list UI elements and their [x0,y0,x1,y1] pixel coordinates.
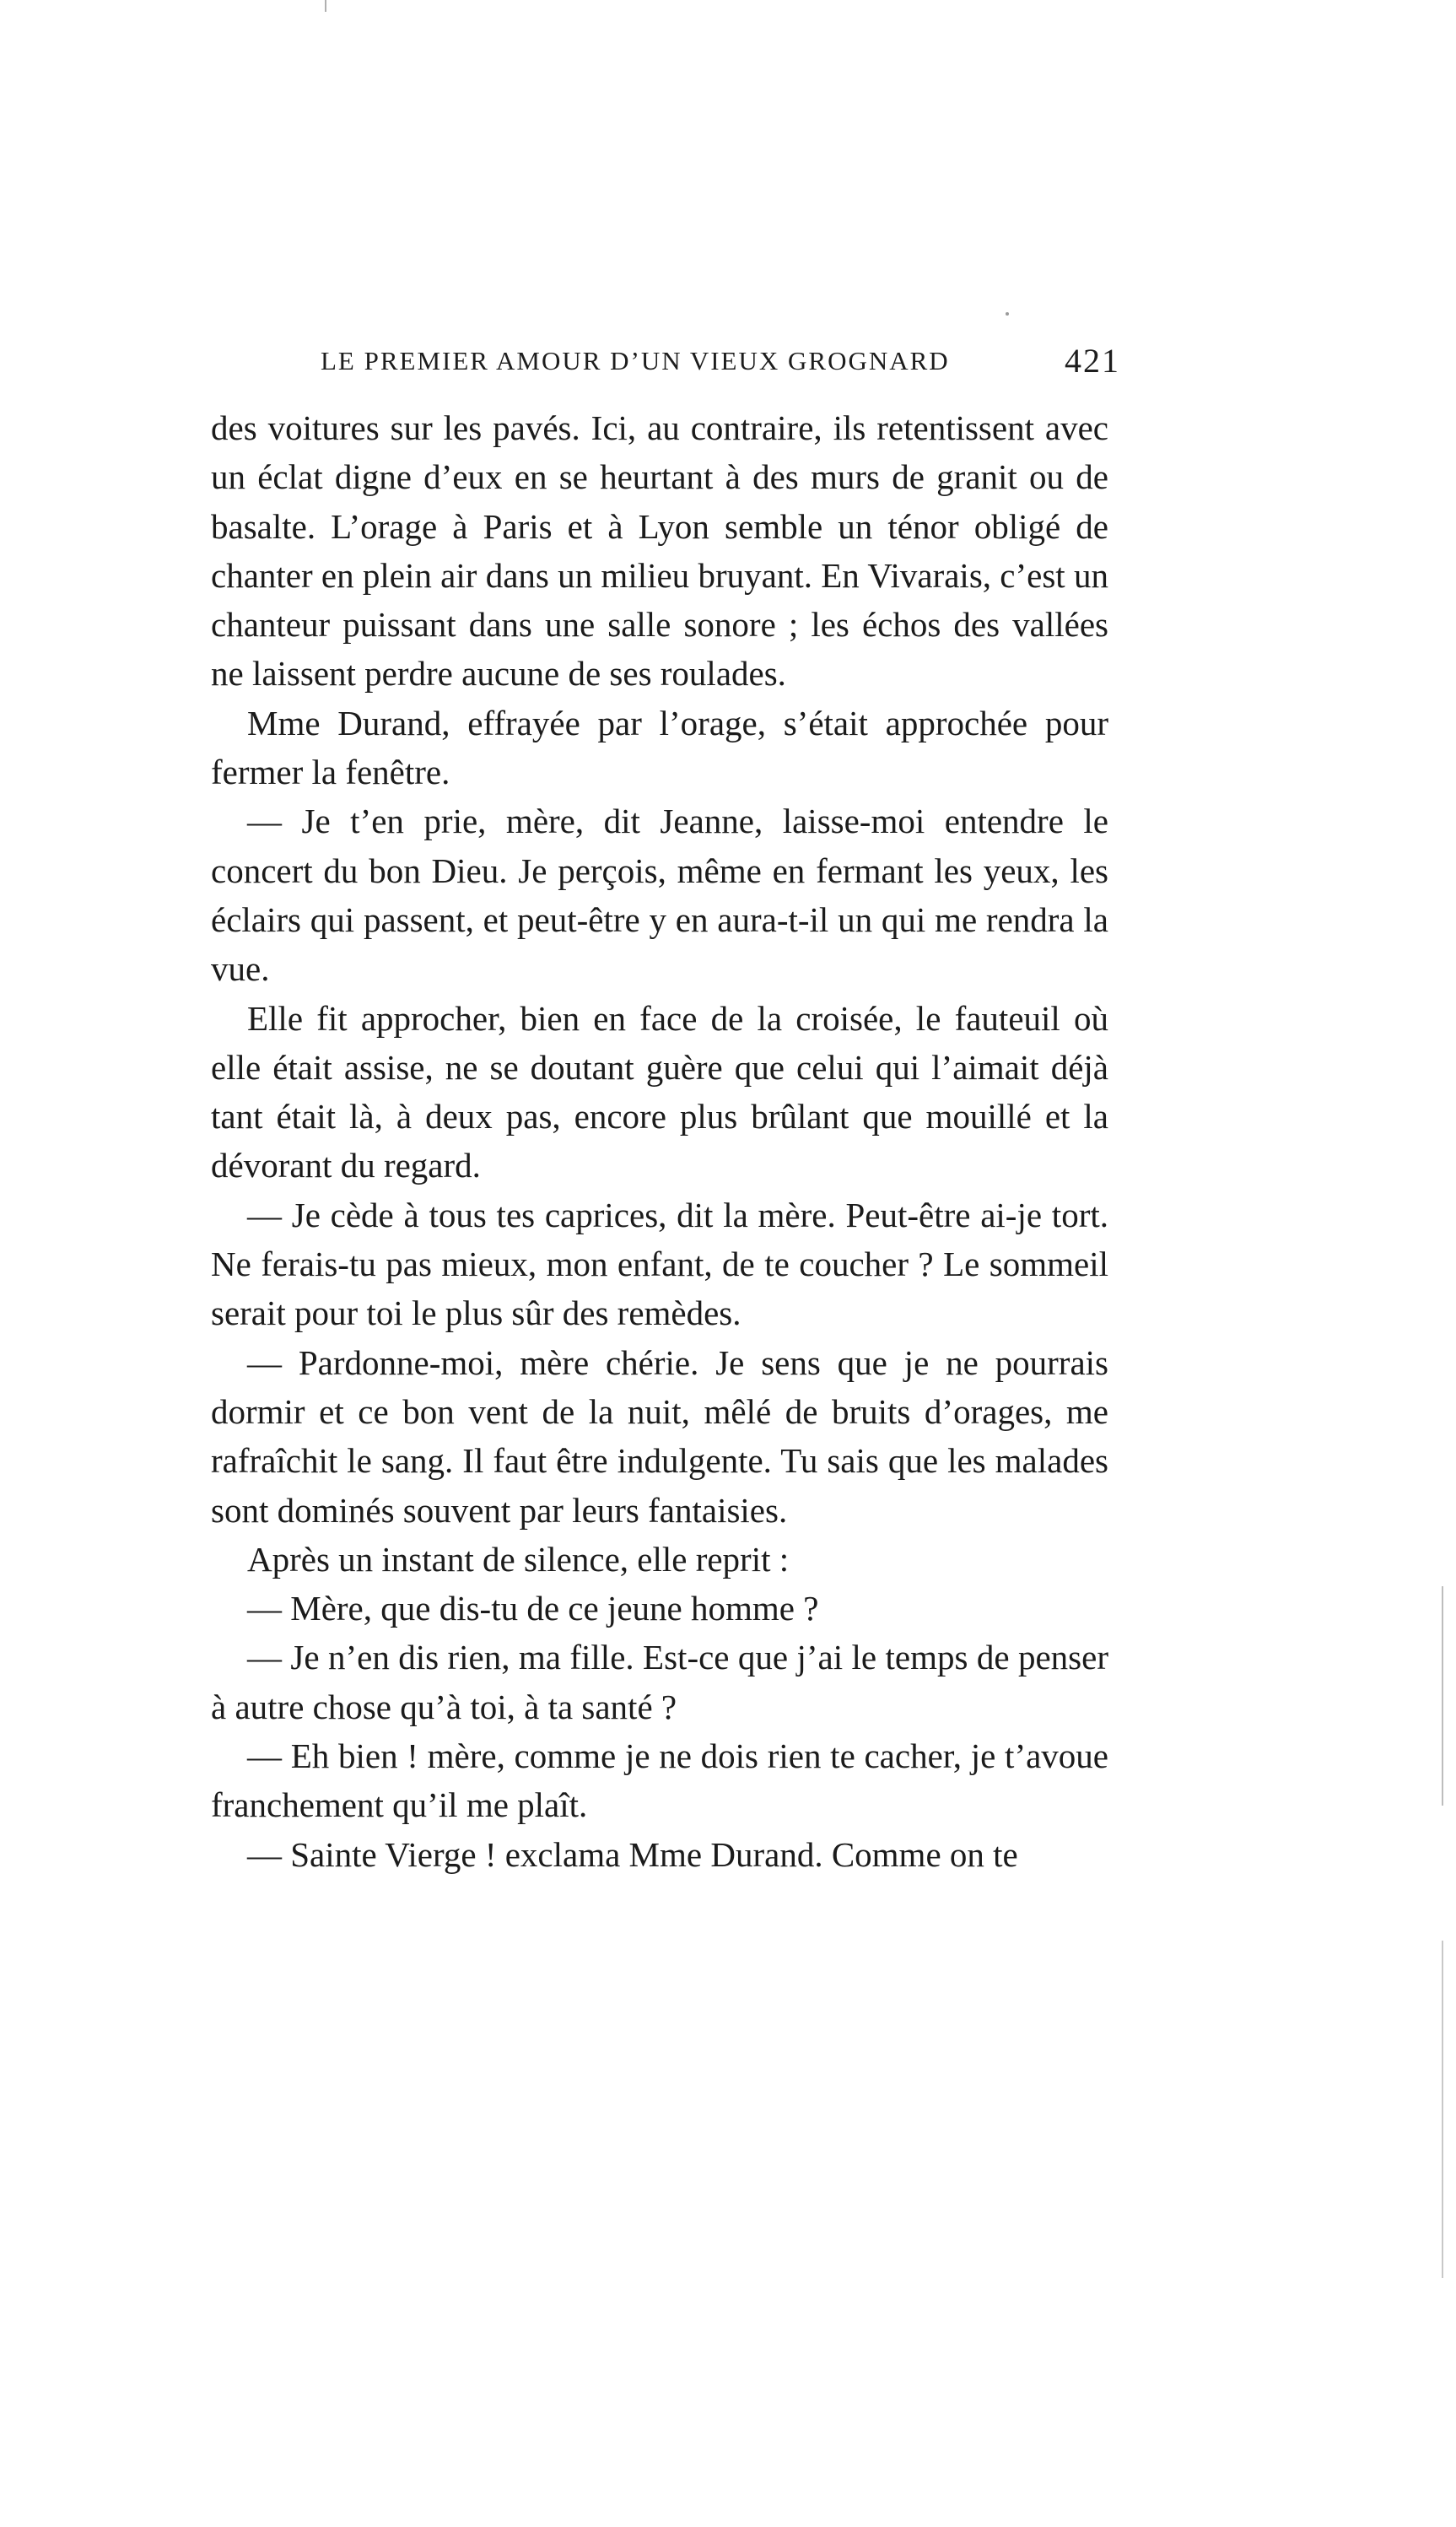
paragraph-2: Mme Durand, effrayée par l’orage, s’était approchée pour fermer la fenêtre. [211,703,1108,792]
paragraph-6: — Pardonne-moi, mère chérie. Je sens que je ne pourrais dormir et ce bon vent de la nuit, mêlé de bruits d’orages, me rafraîchit le sang. Il faut être indulgente. Tu sais que les malades sont dominés souvent par leurs fantaisies. [211,1342,1108,1530]
page-header [211,336,1120,386]
scan-edge-mark [1442,1586,1443,1806]
paragraph-1: des voitures sur les pavés. Ici, au contraire, ils retentissent avec un éclat digne d’eux en se heurtant à des murs de granit ou de basalte. L’orage à Paris et à Lyon semble un ténor obligé de chanter en plein air dans un milieu bruyant. En Vivarais, c’est un chanteur puissant dans une salle sonore ; les échos des vallées ne laissent perdre aucune de ses roulades. [211,408,1108,694]
paragraph-10: — Eh bien ! mère, comme je ne dois rien te cacher, je t’avoue franchement qu’il me plaît. [211,1736,1108,1825]
page-number: 421 [1065,342,1120,380]
scan-top-mark [325,0,326,12]
paragraph-8: — Mère, que dis-tu de ce jeune homme ? [247,1589,819,1628]
running-title: LE PREMIER AMOUR D’UN VIEUX GROGNARD [321,346,950,375]
paragraph-3: — Je t’en prie, mère, dit Jeanne, laisse-moi entendre le concert du bon Dieu. Je perçois, même en fermant les yeux, les éclairs qui passent, et peut-être y en aura-t-il un qui me rendra la vue. [211,802,1108,989]
paragraph-11: — Sainte Vierge ! exclama Mme Durand. Comme on te [247,1834,1018,1874]
paragraph-9: — Je n’en dis rien, ma fille. Est-ce que j’ai le temps de penser à autre chose qu’à toi, à ta santé ? [211,1638,1108,1726]
scan-edge-mark [1442,1941,1443,2278]
paragraph-5: — Je cède à tous tes caprices, dit la mère. Peut-être ai-je tort. Ne ferais-tu pas mieux, mon enfant, de te coucher ? Le sommeil serait pour toi le plus sûr des remèdes. [211,1195,1108,1333]
paragraph-7: Après un instant de silence, elle reprit : [247,1539,790,1579]
scan-dot [1006,312,1009,316]
paragraph-4: Elle fit approcher, bien en face de la croisée, le fauteuil où elle était assise, ne se doutant guère que celui qui l’aimait déjà tant était là, à deux pas, encore plus brûlant que mouillé et la dévorant du regard. [211,998,1108,1185]
body-text [211,403,1108,1879]
